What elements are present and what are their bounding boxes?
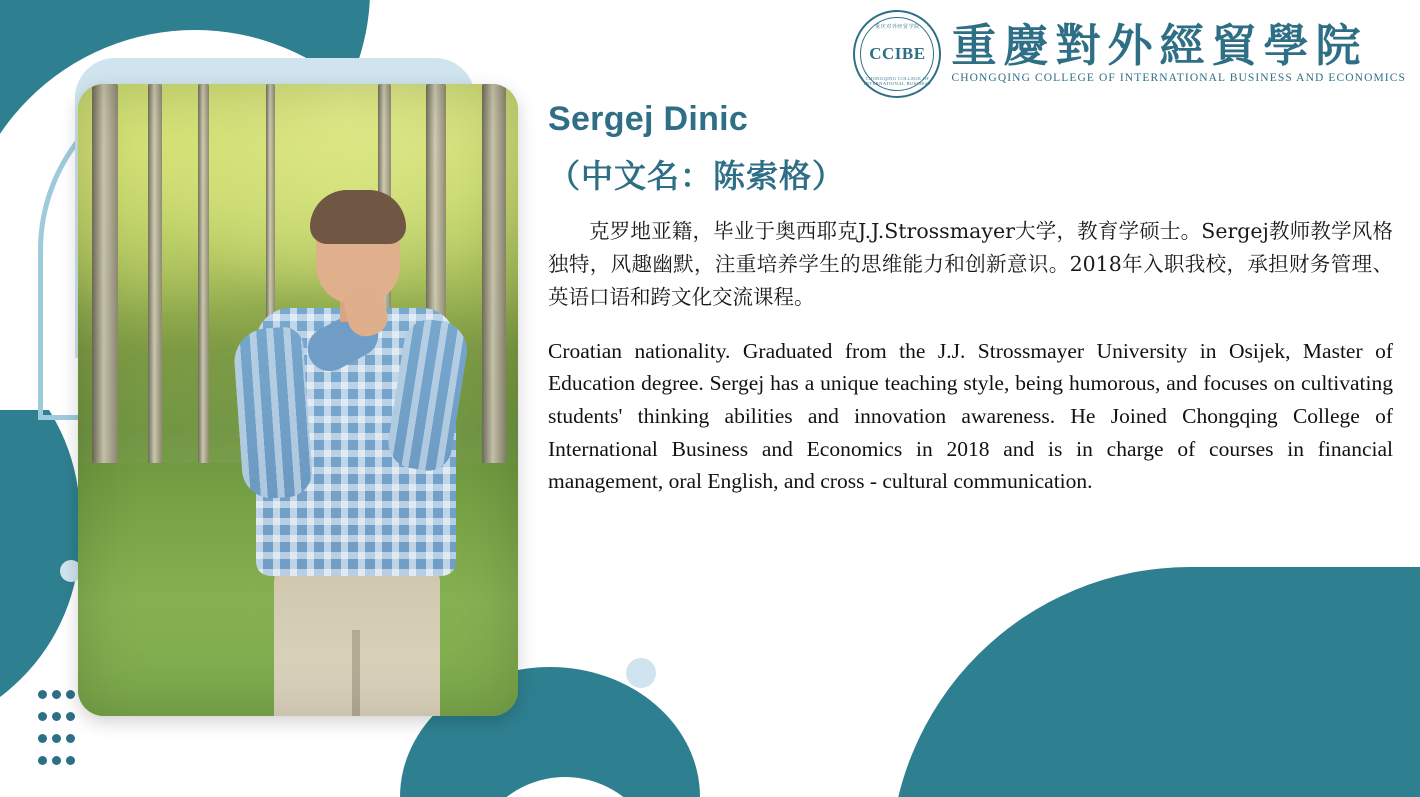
- decor-teal-bottom-right: [890, 567, 1420, 797]
- school-seal-icon: [853, 10, 941, 98]
- profile-name-cn: （中文名：陈索格）: [548, 157, 846, 195]
- profile-bio-en: Croatian nationality. Graduated from the J.J. Strossmayer University in Osijek, Master of Education degree. Sergej has a unique teaching style, being humorous, and focuses on cultivating students' thinking abilities and innovation awareness. He Joined Chongqing College of International Business and Economics in 2018 and is in charge of courses in financial management, oral English, and cross - cultural communication.: [548, 338, 1393, 494]
- profile-name-en: Sergej Dinic: [548, 100, 749, 138]
- decor-dot-grid: [38, 690, 80, 778]
- decor-teal-bottom-right-secondary: [1010, 587, 1420, 797]
- school-name-cn: 重慶對外經貿學院: [951, 19, 1368, 73]
- decor-teal-left-strip: [0, 317, 80, 737]
- profile-photo: [78, 84, 518, 716]
- seal-bottom-text: CHONGQING COLLEGE OF INTERNATIONAL BUSINESS: [863, 76, 931, 86]
- photo-vignette: [78, 84, 518, 716]
- school-name-en: CHONGQING COLLEGE OF INTERNATIONAL BUSINESS AND ECONOMICS: [951, 72, 1406, 85]
- profile-content: [548, 100, 1393, 498]
- decor-white-bottom-circle: [470, 777, 660, 797]
- school-name-block: [951, 19, 1406, 85]
- photo-background: [78, 84, 518, 716]
- seal-mark-text: CCIBE: [869, 44, 926, 63]
- school-logo: [853, 10, 1406, 98]
- profile-bio-cn: 克罗地亚籍，毕业于奥西耶克J.J.Strossmayer大学，教育学硕士。Sergej教师教学风格独特，风趣幽默，注重培养学生的思维能力和创新意识。2018年入职我校，承担财务管理、英语口语和跨文化交流课程。: [548, 219, 1393, 310]
- decor-dot-bottom-center: [626, 658, 656, 688]
- seal-top-text: 重庆对外经贸学院: [875, 25, 920, 30]
